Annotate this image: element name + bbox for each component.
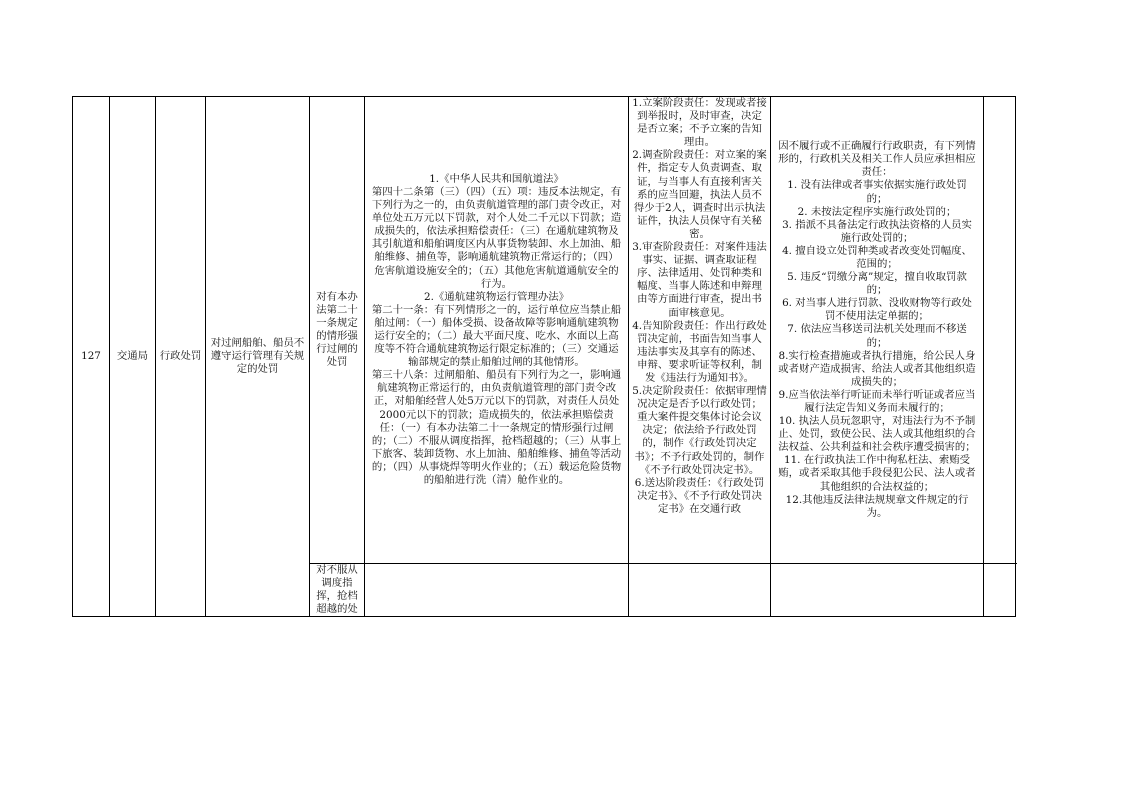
duties-text: 1.立案阶段责任：发现或者接到举报时，及时审查，决定是否立案；不予立案的告知理由。 2.调查阶段责任：对立案的案件，指定专人负责调查、取证，与当事人有直接利害关系的应当回避，执法人员不得少于2人，调查时出示执法证件，执法人员保守有关秘密。 3.审查阶段责任：对案件违法事实、证据、调查取证程序、法律适用、处罚种类和幅度、当事人陈述和申辩理由等方面进行审查，提出书面审核意见。 4.告知阶段责任：作出行政处罚决定前，书面告知当事人违法事实及其享有的陈述、申辩、要求听证等权利，制发《违法行为通知书》。 5.决定阶段责任：依据审理情况决定是否予以行政处罚；重大案件提交集体讨论会议决定；依法给予行政处罚的，制作《行政处罚决定书》；不予行政处罚的，制作《不予行政处罚决定书》。 6.送达阶段责任：《行政处罚决定书》、《不予行政处罚决定书》在交通行政: [632, 97, 767, 515]
sub-item-2: 对不服从调度指挥，抢档超越的处: [316, 564, 358, 616]
remarks-cell: [984, 97, 1015, 563]
remarks-cell-2: [984, 564, 1015, 616]
category-cell: [156, 97, 206, 616]
accountability-text: 因不履行或不正确履行行政职责，有下列情形的，行政机关及相关工作人员应承担相应责任： 1. 没有法律或者事实依据实施行政处罚的； 2. 未按法定程序实施行政处罚的； 3. 指派不具备法定行政执法资格的人员实施行政处罚的； 4. 擅自设立处罚种类或者改变处罚幅度、范围的； 5. 违反“罚缴分离”规定，擅自收取罚款的； 6. 对当事人进行罚款、没收财物等行政处罚不使用法定单据的； 7. 依法应当移送司法机关处理而不移送的； 8.实行检查措施或者执行措施，给公民人身或者财产造成损害、给法人或者其他组织造成损失的； 9.应当依法举行听证而未举行听证或者应当履行法定告知义务而未履行的； 10. 执法人员玩忽职守，对违法行为不予制止、处罚，致使公民、法人或其他组织的合法权益、公共利益和社会秩序遭受损害的； 11. 在行政执法工作中徇私枉法、索贿受贿，或者采取其他手段侵犯公民、法人或者其他组织的合法权益的； 12.其他违反法律法规规章文件规定的行为。: [778, 140, 976, 519]
duties-cell-2: [629, 564, 771, 616]
accountability-cell: [771, 97, 984, 563]
duties-cell: [629, 97, 771, 563]
item-name: 对过闸船舶、船员不遵守运行管理有关规定的处罚: [210, 336, 305, 376]
legal-basis-cell-2: [365, 564, 629, 616]
sub-item-1: 对有本办法第二十一条规定的情形强行过闸的处罚: [316, 290, 358, 369]
department: 交通局: [116, 349, 149, 362]
item-name-cell: [206, 97, 310, 616]
sub-item-cell-1: [310, 97, 365, 563]
accountability-cell-2: [771, 564, 984, 616]
category: 行政处罚: [159, 349, 202, 362]
row-number: 127: [81, 349, 101, 362]
row-number-cell: [73, 97, 110, 616]
legal-basis-cell: [365, 97, 629, 563]
sub-item-cell-2: [310, 564, 365, 616]
legal-basis: 1.《中华人民共和国航道法》 第四十二条第（三）（四）（五）项：违反本法规定，有下列行为之一的，由负责航道管理的部门责令改正，对单位处五万元以下罚款，对个人处二千元以下罚款；造成损失的，依法承担赔偿责任：（三）在通航建筑物及其引航道和船舶调度区内从事货物装卸、水上加油、船舶维修、捕鱼等，影响通航建筑物正常运行的；（四）危害航道设施安全的；（五）其他危害航道通航安全的行为。 2.《通航建筑物运行管理办法》 第二十一条：有下列情形之一的，运行单位应当禁止船舶过闸：（一）船体受损、设备故障等影响通航建筑物运行安全的；（二）最大平面尺度、吃水、水面以上高度等不符合通航建筑物运行限定标准的；（三）交通运输部规定的禁止船舶过闸的其他情形。 第三十八条：过闸船舶、船员有下列行为之一，影响通航建筑物正常运行的，由负责航道管理的部门责令改正，对船舶经营人处5万元以下的罚款，对责任人员处2000元以下的罚款；造成损失的，依法承担赔偿责任：（一）有本办法第二十一条规定的情形强行过闸的；（二）不服从调度指挥，抢档超越的；（三）从事上下旅客、装卸货物、水上加油、船舶维修、捕鱼等活动的；（四）从事烧焊等明火作业的；（五）载运危险货物的船舶进行洗（清）舱作业的。: [371, 172, 622, 487]
department-cell: [110, 97, 156, 616]
responsibility-table: [72, 96, 1016, 617]
